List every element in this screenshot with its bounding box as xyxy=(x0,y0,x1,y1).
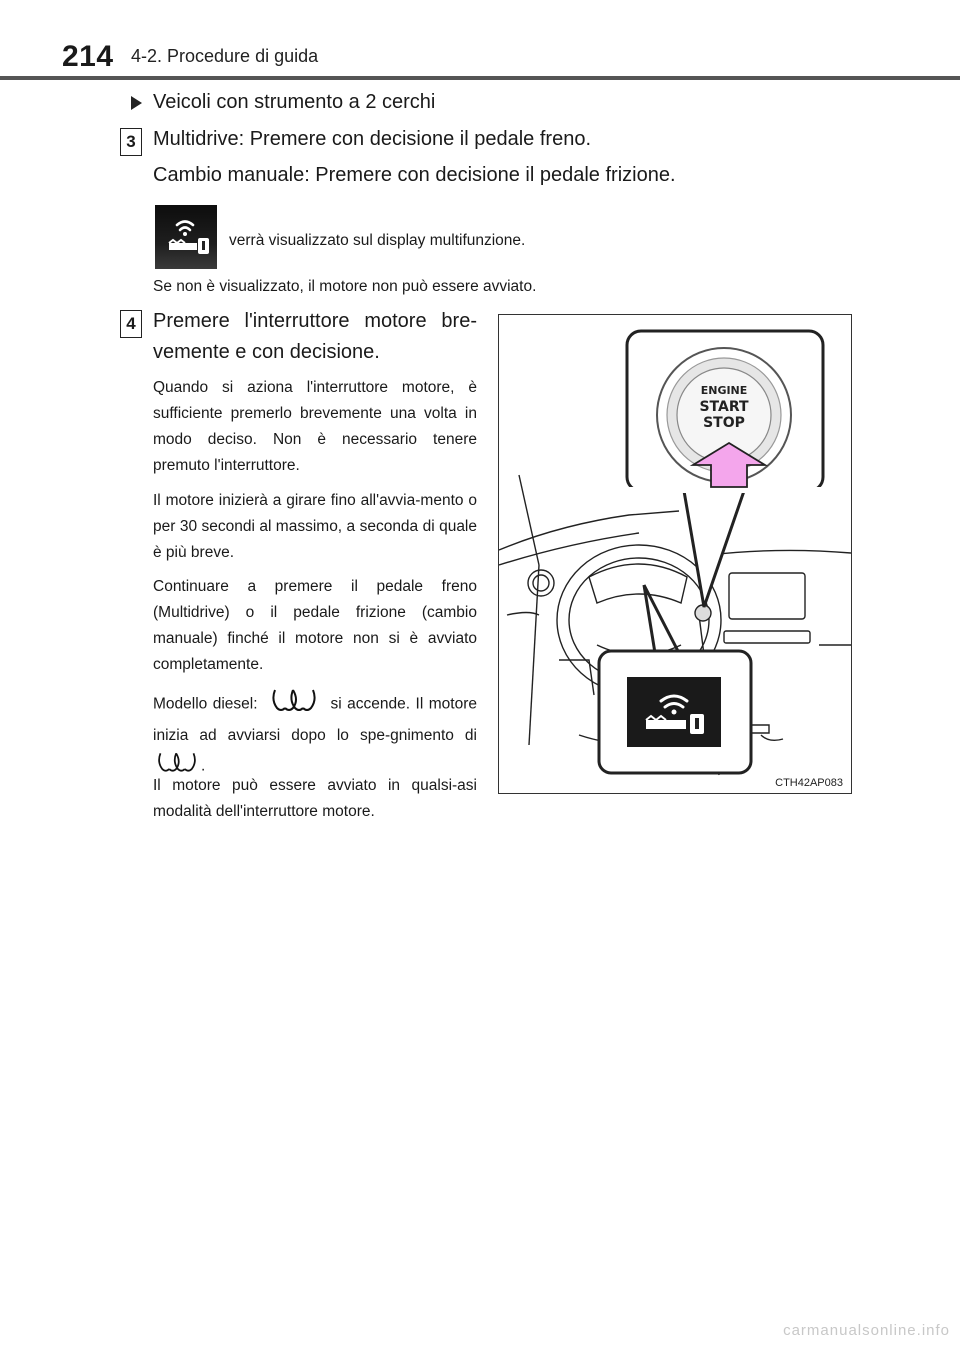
step3-line1: Multidrive: Premere con decisione il pedale freno. xyxy=(153,128,591,150)
key-indicator-icon xyxy=(155,205,217,269)
button-label-start: START xyxy=(699,399,749,415)
step4-heading-line1: Premere l'interruttore motore bre- xyxy=(153,310,477,332)
figure-code: CTH42AP083 xyxy=(775,777,843,789)
step3-line2: Cambio manuale: Premere con decisione il pedale frizione. xyxy=(153,164,676,186)
step4-paragraph-3: Continuare a premere il pedale freno (Multidrive) o il pedale frizione (cambio manuale) finché il motore non si è avviato completamente. xyxy=(153,578,477,673)
step4-paragraph-1: Quando si aziona l'interruttore motore, è sufficiente premerlo brevemente una volta in modo deciso. Non è necessario tenere premuto l'interruttore. xyxy=(153,379,477,474)
step4-heading-line2: vemente e con decisione. xyxy=(153,341,380,363)
dashboard-illustration xyxy=(499,315,851,793)
page-header xyxy=(0,0,960,80)
bullet-triangle-icon xyxy=(131,96,142,110)
bullet-text: Veicoli con strumento a 2 cerchi xyxy=(153,91,436,113)
section-title: 4-2. Procedure di guida xyxy=(131,46,319,66)
indicator-description: verrà visualizzato sul display multifunzione. xyxy=(229,232,526,249)
header-rule xyxy=(0,76,960,80)
step4-paragraph-2: Il motore inizierà a girare fino all'avvia-mento o per 30 secondi al massimo, a seconda di quale è più breve. xyxy=(153,492,477,561)
step3-note: Se non è visualizzato, il motore non può essere avviato. xyxy=(153,278,537,295)
step4-paragraph-5: Il motore può essere avviato in qualsi-asi modalità dell'interruttore motore. xyxy=(153,777,477,820)
glow-plug-description: si accende. Il motore inizia ad avviarsi dopo lo spe-gnimento di xyxy=(153,695,477,744)
glow-plug-icon xyxy=(271,686,317,723)
diesel-model-label: Modello diesel: xyxy=(153,695,258,713)
key-indicator-icon xyxy=(627,677,721,747)
watermark: carmanualsonline.info xyxy=(783,1322,950,1339)
step-number-4: 4 xyxy=(120,310,142,338)
paragraph-4-period: . xyxy=(201,757,206,775)
step4-paragraph-4 xyxy=(153,686,477,784)
engine-start-figure xyxy=(498,314,852,794)
page-number: 214 xyxy=(62,40,114,73)
step-number-3: 3 xyxy=(120,128,142,156)
button-label-stop: STOP xyxy=(703,415,745,431)
button-label-engine: ENGINE xyxy=(700,384,748,397)
